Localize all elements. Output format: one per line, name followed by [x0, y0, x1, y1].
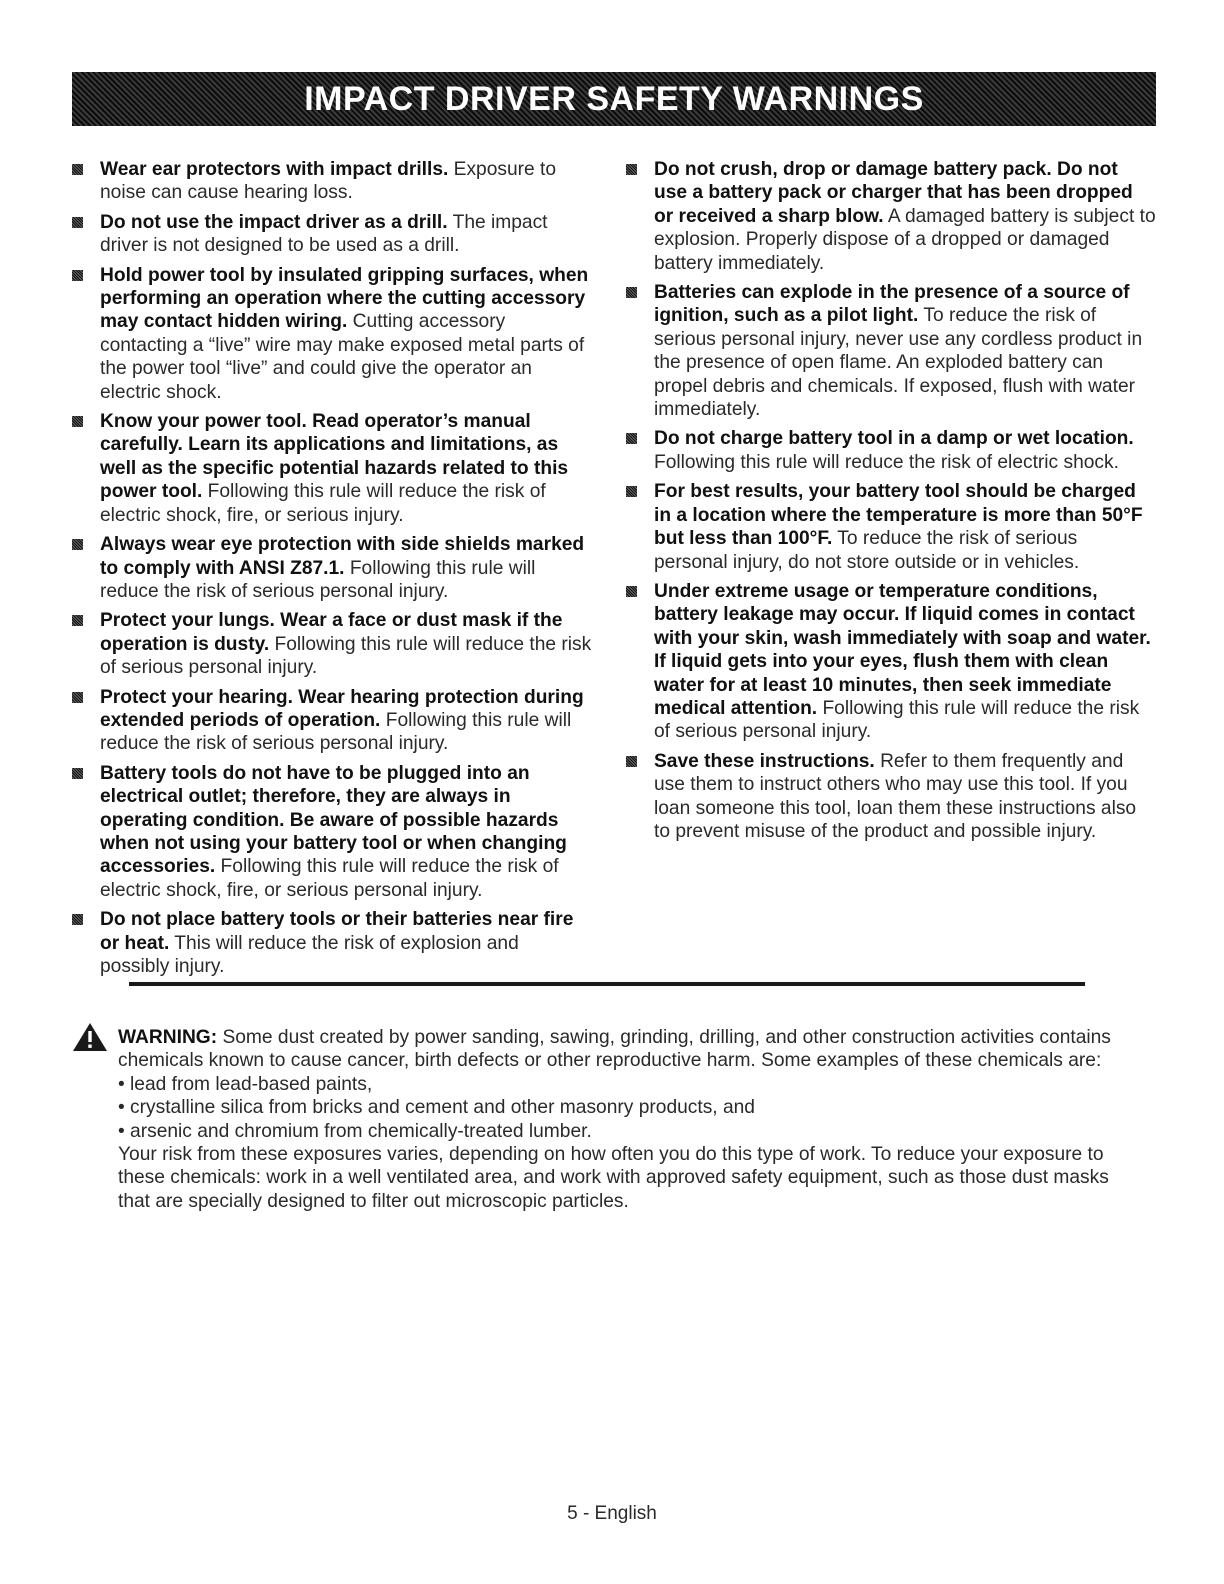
- list-item: [72, 908, 592, 978]
- item-text: Exposure to noise can cause hearing loss.: [100, 159, 557, 204]
- square-bullet-icon: [626, 486, 637, 497]
- page-footer: 5 - English: [567, 1503, 657, 1524]
- list-item: [72, 158, 592, 205]
- list-item: [626, 158, 1156, 275]
- warning-list-item: • lead from lead-based paints,: [118, 1073, 373, 1095]
- item-bold: Protect your hearing. Wear hearing protection during extended periods of operation.: [100, 686, 584, 731]
- square-bullet-icon: [72, 416, 83, 427]
- square-bullet-icon: [626, 756, 637, 767]
- list-item: [72, 686, 592, 756]
- square-bullet-icon: [626, 287, 637, 298]
- list-item: [626, 281, 1156, 421]
- item-text: A damaged battery is subject to explosion. Properly dispose of a dropped or damaged battery immediately.: [654, 205, 1156, 274]
- square-bullet-icon: [626, 586, 637, 597]
- list-item: [626, 480, 1156, 574]
- page-title: IMPACT DRIVER SAFETY WARNINGS: [304, 79, 924, 118]
- list-item: [72, 264, 592, 404]
- list-item: [626, 580, 1156, 744]
- square-bullet-icon: [72, 270, 83, 281]
- warning-list-item: • arsenic and chromium from chemically-treated lumber.: [118, 1120, 592, 1142]
- item-bold: Protect your lungs. Wear a face or dust mask if the operation is dusty.: [100, 610, 563, 655]
- item-text: Following this rule will reduce the risk of serious personal injury.: [100, 709, 572, 755]
- item-bold: Do not crush, drop or damage battery pack. Do not use a battery pack or charger that has been dropped or received a sharp blow.: [654, 159, 1133, 227]
- warning-list-item: • crystalline silica from bricks and cement and other masonry products, and: [118, 1097, 755, 1119]
- item-text: Following this rule will reduce the risk of electric shock.: [654, 451, 1119, 473]
- square-bullet-icon: [626, 164, 637, 175]
- item-text: Following this rule will reduce the risk of serious personal injury.: [654, 697, 1140, 743]
- item-bold: Wear ear protectors with impact drills.: [100, 159, 449, 180]
- item-text: To reduce the risk of serious personal injury, never use any cordless product in the presence of open flame. An exploded battery can propel debris and chemicals. If exposed, flush with water immediately.: [654, 305, 1143, 421]
- square-bullet-icon: [72, 692, 83, 703]
- warning-block: [118, 1026, 1128, 1213]
- item-text: The impact driver is not designed to be used as a drill.: [100, 211, 548, 257]
- right-column: [626, 158, 1156, 849]
- item-bold: Battery tools do not have to be plugged into an electrical outlet; therefore, they are always in operating condition. Be aware of possible hazards when not using your battery tool or when changing accessories.: [100, 762, 567, 878]
- warning-label: WARNING:: [118, 1027, 218, 1048]
- list-item: [72, 533, 592, 603]
- warning-intro: Some dust created by power sanding, sawing, grinding, drilling, and other construction activities contains chemicals known to cause cancer, birth defects or other reproductive harm. Some examples of these chemicals are:: [118, 1027, 1111, 1072]
- item-text: Following this rule will reduce the risk of serious personal injury.: [100, 633, 592, 679]
- item-text: Following this rule will reduce the risk of serious personal injury.: [100, 557, 536, 602]
- square-bullet-icon: [72, 615, 83, 626]
- item-bold: For best results, your battery tool should be charged in a location where the temperature is more than 50°F but less than 100°F.: [654, 481, 1143, 550]
- item-bold: Batteries can explode in the presence of a source of ignition, such as a pilot light.: [654, 282, 1130, 327]
- section-divider: [129, 982, 1085, 986]
- list-item: [72, 762, 592, 902]
- item-text: Following this rule will reduce the risk of electric shock, fire, or serious injury.: [100, 481, 546, 526]
- item-bold: Do not charge battery tool in a damp or wet location.: [654, 428, 1134, 450]
- item-bold: Do not place battery tools or their batteries near fire or heat.: [100, 909, 574, 954]
- warning-triangle-icon: [72, 1022, 108, 1052]
- item-text: Following this rule will reduce the risk of electric shock, fire, or serious personal injury.: [100, 856, 559, 901]
- list-item: [626, 427, 1156, 474]
- list-item: [72, 410, 592, 527]
- item-text: Cutting accessory contacting a “live” wire may make exposed metal parts of the power tool “live” and could give the operator an electric shock.: [100, 311, 585, 403]
- square-bullet-icon: [72, 768, 83, 779]
- square-bullet-icon: [626, 433, 637, 444]
- list-item: [72, 609, 592, 679]
- item-text: This will reduce the risk of explosion and possibly injury.: [100, 932, 519, 977]
- item-bold: Save these instructions.: [654, 750, 875, 772]
- item-bold: Hold power tool by insulated gripping surfaces, when performing an operation where the cutting accessory may contact hidden wiring.: [100, 264, 589, 333]
- item-bold: Under extreme usage or temperature conditions, battery leakage may occur. If liquid comes in contact with your skin, wash immediately with soap and water. If liquid gets into your eyes, flush them with clean water for at least 10 minutes, then seek immediate medical attention.: [654, 580, 1151, 719]
- square-bullet-icon: [72, 539, 83, 550]
- square-bullet-icon: [72, 164, 83, 175]
- list-item: [72, 211, 592, 258]
- title-banner: [72, 72, 1156, 126]
- item-bold: Always wear eye protection with side shields marked to comply with ANSI Z87.1.: [100, 534, 585, 579]
- warning-outro: Your risk from these exposures varies, depending on how often you do this type of work. To reduce your exposure to these chemicals: work in a well ventilated area, and work with approved safety equipment, such as those dust masks that are specially designed to filter out microscopic particles.: [118, 1144, 1109, 1212]
- item-bold: Do not use the impact driver as a drill.: [100, 211, 448, 233]
- item-text: To reduce the risk of serious personal injury, do not store outside or in vehicles.: [654, 528, 1080, 573]
- item-bold: Know your power tool. Read operator’s manual carefully. Learn its applications and limitations, as well as the specific potential hazards related to this power tool.: [100, 411, 569, 503]
- list-item: [626, 750, 1156, 844]
- left-column: [72, 158, 592, 984]
- square-bullet-icon: [72, 914, 83, 925]
- square-bullet-icon: [72, 217, 83, 228]
- item-text: Refer to them frequently and use them to instruct others who may use this tool. If you loan someone this tool, loan them these instructions also to prevent misuse of the product and possible injury.: [654, 750, 1137, 842]
